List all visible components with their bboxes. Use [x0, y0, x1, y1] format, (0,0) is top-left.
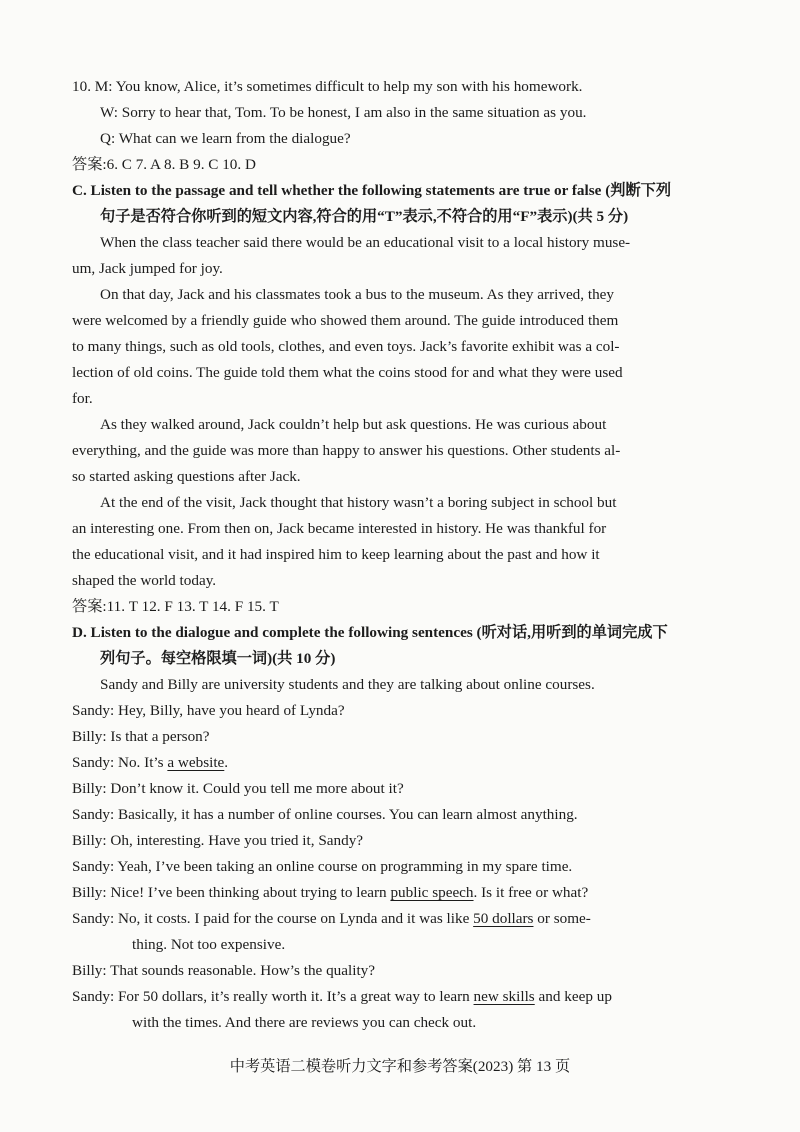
passage-line: At the end of the visit, Jack thought that history wasn’t a boring subject in school but [100, 494, 617, 511]
dialogue-text: or some- [533, 910, 591, 927]
passage-line: um, Jack jumped for joy. [72, 260, 223, 277]
q10-line-1: 10. M: You know, Alice, it’s sometimes difficult to help my son with his homework. [72, 78, 583, 95]
dialogue-line: Sandy: Hey, Billy, have you heard of Lynda? [72, 702, 345, 719]
dialogue-line: Billy: Is that a person? [72, 728, 210, 745]
passage-line: to many things, such as old tools, clothes, and even toys. Jack’s favorite exhibit was a col- [72, 338, 620, 355]
q10-line-2: W: Sorry to hear that, Tom. To be honest, I am also in the same situation as you. [100, 104, 587, 121]
passage-line: On that day, Jack and his classmates took a bus to the museum. As they arrived, they [100, 286, 615, 303]
section-c-heading-2: 句子是否符合你听到的短文内容,符合的用“T”表示,不符合的用“F”表示)(共 5 分) [100, 208, 629, 225]
q10-line-3: Q: What can we learn from the dialogue? [100, 130, 351, 147]
section-d-heading-2: 列句子。每空格限填一词)(共 10 分) [100, 650, 336, 667]
passage-line: an interesting one. From then on, Jack became interested in history. He was thankful for [72, 520, 607, 537]
dialogue-line [72, 753, 760, 773]
dialogue-text: and keep up [534, 988, 612, 1005]
answers-section-c: 答案:11. T 12. F 13. T 14. F 15. T [72, 598, 279, 615]
section-d-heading-1: D. Listen to the dialogue and complete the following sentences (听对话,用听到的单词完成下 [72, 624, 668, 641]
answer-blank: public speech [390, 884, 474, 901]
passage-line: shaped the world today. [72, 572, 217, 589]
section-c-heading-1: C. Listen to the passage and tell whether the following statements are true or false (判断下列 [72, 182, 672, 199]
dialogue-text: Sandy: For 50 dollars, it’s really worth it. It’s a great way to learn [72, 988, 474, 1005]
dialogue-line [72, 883, 760, 903]
dialogue-line: Billy: That sounds reasonable. How’s the quality? [72, 962, 376, 979]
dialogue-line: Billy: Don’t know it. Could you tell me more about it? [72, 780, 404, 797]
answer-blank: 50 dollars [473, 910, 534, 927]
dialogue-line [72, 987, 760, 1007]
dialogue-line [72, 909, 760, 929]
dialogue-line: Sandy: Yeah, I’ve been taking an online course on programming in my spare time. [72, 858, 573, 875]
answers-section-b: 答案:6. C 7. A 8. B 9. C 10. D [72, 156, 256, 173]
passage-line: As they walked around, Jack couldn’t help but ask questions. He was curious about [100, 416, 607, 433]
passage-line: everything, and the guide was more than happy to answer his questions. Other students al- [72, 442, 621, 459]
page-footer: 中考英语二模卷听力文字和参考答案(2023) 第 13 页 [229, 1058, 571, 1075]
dialogue-line-continued: with the times. And there are reviews you can check out. [132, 1014, 477, 1031]
dialogue-text: . [224, 754, 229, 771]
passage-line: When the class teacher said there would be an educational visit to a local history muse- [100, 234, 631, 251]
passage-line: the educational visit, and it had inspired him to keep learning about the past and how it [72, 546, 600, 563]
dialogue-text: Sandy: No. It’s [72, 754, 168, 771]
dialogue-line: Billy: Oh, interesting. Have you tried it, Sandy? [72, 832, 364, 849]
dialogue-line-continued: thing. Not too expensive. [132, 936, 286, 953]
passage-line: for. [72, 390, 93, 407]
passage-line: lection of old coins. The guide told them what the coins stood for and what they were used [72, 364, 623, 381]
answer-blank: a website [167, 754, 225, 771]
dialogue-intro: Sandy and Billy are university students and they are talking about online courses. [100, 676, 595, 693]
dialogue-line: Sandy: Basically, it has a number of online courses. You can learn almost anything. [72, 806, 578, 823]
answer-blank: new skills [473, 988, 535, 1005]
passage-line: were welcomed by a friendly guide who showed them around. The guide introduced them [72, 312, 619, 329]
passage-line: so started asking questions after Jack. [72, 468, 301, 485]
dialogue-text: Sandy: No, it costs. I paid for the course on Lynda and it was like [72, 910, 474, 927]
dialogue-text: . Is it free or what? [473, 884, 589, 901]
dialogue-text: Billy: Nice! I’ve been thinking about trying to learn [72, 884, 391, 901]
